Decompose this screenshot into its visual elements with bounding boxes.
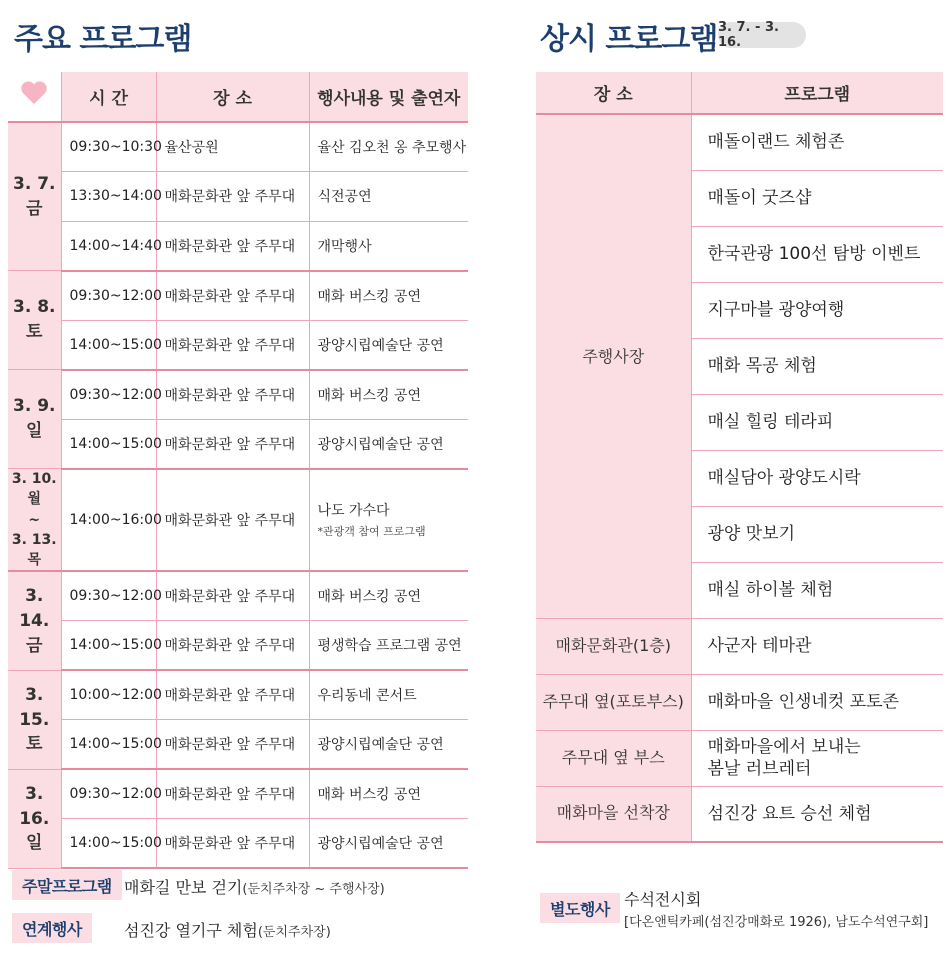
header-program: 프로그램 bbox=[691, 72, 943, 114]
heart-icon bbox=[20, 82, 48, 106]
header-place: 장 소 bbox=[156, 72, 309, 122]
schedule-row bbox=[8, 419, 468, 469]
program-cell: 매돌이랜드 체험존 bbox=[691, 114, 943, 170]
time-cell: 10:00~12:00 bbox=[61, 670, 156, 720]
program-cell: 매실담아 광양도시락 bbox=[691, 450, 943, 506]
event-name: 개막행사 bbox=[317, 238, 372, 255]
program-place-cell: 매화문화관(1층) bbox=[536, 618, 691, 674]
event-name: 광양시립예술단 공연 bbox=[317, 436, 444, 453]
special-event-title: 수석전시회 bbox=[624, 890, 702, 909]
time-cell: 14:00~15:00 bbox=[61, 320, 156, 370]
place-cell: 매화문화관 앞 주무대 bbox=[156, 320, 309, 370]
event-cell bbox=[309, 670, 468, 720]
place-cell: 매화문화관 앞 주무대 bbox=[156, 221, 309, 271]
place-cell: 매화문화관 앞 주무대 bbox=[156, 271, 309, 321]
event-note: *관광객 참여 프로그램 bbox=[317, 525, 426, 539]
event-name: 식전공연 bbox=[317, 189, 372, 206]
program-place-cell: 매화마을 선착장 bbox=[536, 786, 691, 842]
place-cell: 매화문화관 앞 주무대 bbox=[156, 419, 309, 469]
schedule-row bbox=[8, 122, 468, 172]
date-cell: 3. 14. 금 bbox=[8, 571, 61, 670]
main-program-title: 주요 프로그램 bbox=[14, 22, 192, 57]
header-time: 시 간 bbox=[61, 72, 156, 122]
program-place-cell: 주무대 옆(포토부스) bbox=[536, 674, 691, 730]
event-name: 평생학습 프로그램 공연 bbox=[317, 638, 462, 655]
event-name: 매화 버스킹 공연 bbox=[317, 288, 422, 305]
linked-event-main: 섬진강 열기구 체험 bbox=[124, 921, 258, 940]
program-cell: 매화마을에서 보내는 봄날 러브레터 bbox=[691, 730, 943, 786]
weekend-program-main: 매화길 만보 걷기 bbox=[124, 878, 243, 897]
weekend-program-sub: (둔치주차장 ~ 주행사장) bbox=[242, 882, 385, 897]
regular-program-title: 상시 프로그램 bbox=[540, 22, 718, 57]
time-cell: 09:30~12:00 bbox=[61, 571, 156, 621]
program-row bbox=[536, 786, 943, 842]
time-cell: 13:30~14:00 bbox=[61, 172, 156, 222]
place-cell: 매화문화관 앞 주무대 bbox=[156, 370, 309, 420]
event-cell bbox=[309, 571, 468, 621]
place-cell: 매화문화관 앞 주무대 bbox=[156, 670, 309, 720]
schedule-row bbox=[8, 621, 468, 671]
linked-event-tag: 연계행사 bbox=[12, 913, 92, 943]
date-cell: 3. 7. 금 bbox=[8, 122, 61, 271]
linked-event-text bbox=[124, 918, 331, 941]
place-cell: 매화문화관 앞 주무대 bbox=[156, 769, 309, 819]
program-cell: 매실 하이볼 체험 bbox=[691, 562, 943, 618]
place-cell: 매화문화관 앞 주무대 bbox=[156, 621, 309, 671]
program-cell: 매화 목공 체험 bbox=[691, 338, 943, 394]
event-name: 우리동네 콘서트 bbox=[317, 688, 417, 705]
event-name: 매화 버스킹 공연 bbox=[317, 589, 422, 606]
date-range-badge: 3. 7. - 3. 16. bbox=[718, 22, 806, 48]
event-cell bbox=[309, 419, 468, 469]
schedule-row bbox=[8, 720, 468, 770]
place-cell: 매화문화관 앞 주무대 bbox=[156, 172, 309, 222]
place-cell: 매화문화관 앞 주무대 bbox=[156, 720, 309, 770]
event-name: 광양시립예술단 공연 bbox=[317, 836, 444, 853]
date-cell: 3. 8. 토 bbox=[8, 271, 61, 370]
program-cell: 한국관광 100선 탐방 이벤트 bbox=[691, 226, 943, 282]
event-name: 광양시립예술단 공연 bbox=[317, 737, 444, 754]
program-cell: 매돌이 굿즈샵 bbox=[691, 170, 943, 226]
main-schedule-table bbox=[8, 72, 468, 869]
event-name: 나도 가수다 bbox=[317, 503, 390, 520]
event-cell bbox=[309, 122, 468, 172]
schedule-row bbox=[8, 370, 468, 420]
special-event-tag: 별도행사 bbox=[540, 893, 620, 923]
date-cell: 3. 10.월 ~ 3. 13.목 bbox=[8, 469, 61, 572]
place-cell: 율산공원 bbox=[156, 122, 309, 172]
event-cell bbox=[309, 469, 468, 572]
special-event-sub: [다온앤틱카페(섬진강매화로 1926), 남도수석연구회] bbox=[624, 915, 929, 930]
weekend-program-text bbox=[124, 875, 385, 898]
event-name: 광양시립예술단 공연 bbox=[317, 337, 444, 354]
time-cell: 14:00~15:00 bbox=[61, 819, 156, 869]
schedule-row bbox=[8, 172, 468, 222]
event-name: 매화 버스킹 공연 bbox=[317, 787, 422, 804]
date-cell: 3. 9. 일 bbox=[8, 370, 61, 469]
program-cell: 섬진강 요트 승선 체험 bbox=[691, 786, 943, 842]
header-place: 장 소 bbox=[536, 72, 691, 114]
schedule-row bbox=[8, 769, 468, 819]
program-place-cell: 주행사장 bbox=[536, 114, 691, 618]
schedule-row bbox=[8, 670, 468, 720]
place-cell: 매화문화관 앞 주무대 bbox=[156, 571, 309, 621]
place-cell: 매화문화관 앞 주무대 bbox=[156, 469, 309, 572]
event-cell bbox=[309, 769, 468, 819]
time-cell: 09:30~12:00 bbox=[61, 769, 156, 819]
time-cell: 14:00~14:40 bbox=[61, 221, 156, 271]
time-cell: 09:30~12:00 bbox=[61, 370, 156, 420]
time-cell: 14:00~15:00 bbox=[61, 621, 156, 671]
program-cell: 사군자 테마관 bbox=[691, 618, 943, 674]
event-cell bbox=[309, 720, 468, 770]
program-cell: 광양 맛보기 bbox=[691, 506, 943, 562]
event-cell bbox=[309, 819, 468, 869]
event-cell bbox=[309, 621, 468, 671]
heart-header-cell bbox=[8, 72, 61, 122]
event-cell bbox=[309, 370, 468, 420]
time-cell: 09:30~12:00 bbox=[61, 271, 156, 321]
program-cell: 매실 힐링 테라피 bbox=[691, 394, 943, 450]
header-event: 행사내용 및 출연자 bbox=[309, 72, 468, 122]
program-row bbox=[536, 674, 943, 730]
program-row bbox=[536, 114, 943, 170]
time-cell: 14:00~15:00 bbox=[61, 419, 156, 469]
date-cell: 3. 16. 일 bbox=[8, 769, 61, 868]
schedule-row bbox=[8, 271, 468, 321]
event-name: 매화 버스킹 공연 bbox=[317, 387, 422, 404]
program-cell: 매화마을 인생네컷 포토존 bbox=[691, 674, 943, 730]
event-cell bbox=[309, 172, 468, 222]
event-cell bbox=[309, 320, 468, 370]
schedule-row bbox=[8, 221, 468, 271]
program-place-cell: 주무대 옆 부스 bbox=[536, 730, 691, 786]
program-row bbox=[536, 730, 943, 786]
schedule-row bbox=[8, 469, 468, 572]
event-cell bbox=[309, 221, 468, 271]
time-cell: 09:30~10:30 bbox=[61, 122, 156, 172]
time-cell: 14:00~15:00 bbox=[61, 720, 156, 770]
program-row bbox=[536, 618, 943, 674]
schedule-row bbox=[8, 819, 468, 869]
regular-program-table bbox=[536, 72, 943, 843]
event-cell bbox=[309, 271, 468, 321]
event-name: 율산 김오천 옹 추모행사 bbox=[317, 140, 467, 156]
weekend-program-tag: 주말프로그램 bbox=[12, 870, 122, 900]
schedule-row bbox=[8, 571, 468, 621]
program-cell: 지구마블 광양여행 bbox=[691, 282, 943, 338]
place-cell: 매화문화관 앞 주무대 bbox=[156, 819, 309, 869]
schedule-row bbox=[8, 320, 468, 370]
date-cell: 3. 15. 토 bbox=[8, 670, 61, 769]
time-cell: 14:00~16:00 bbox=[61, 469, 156, 572]
linked-event-sub: (둔치주차장) bbox=[257, 925, 331, 940]
